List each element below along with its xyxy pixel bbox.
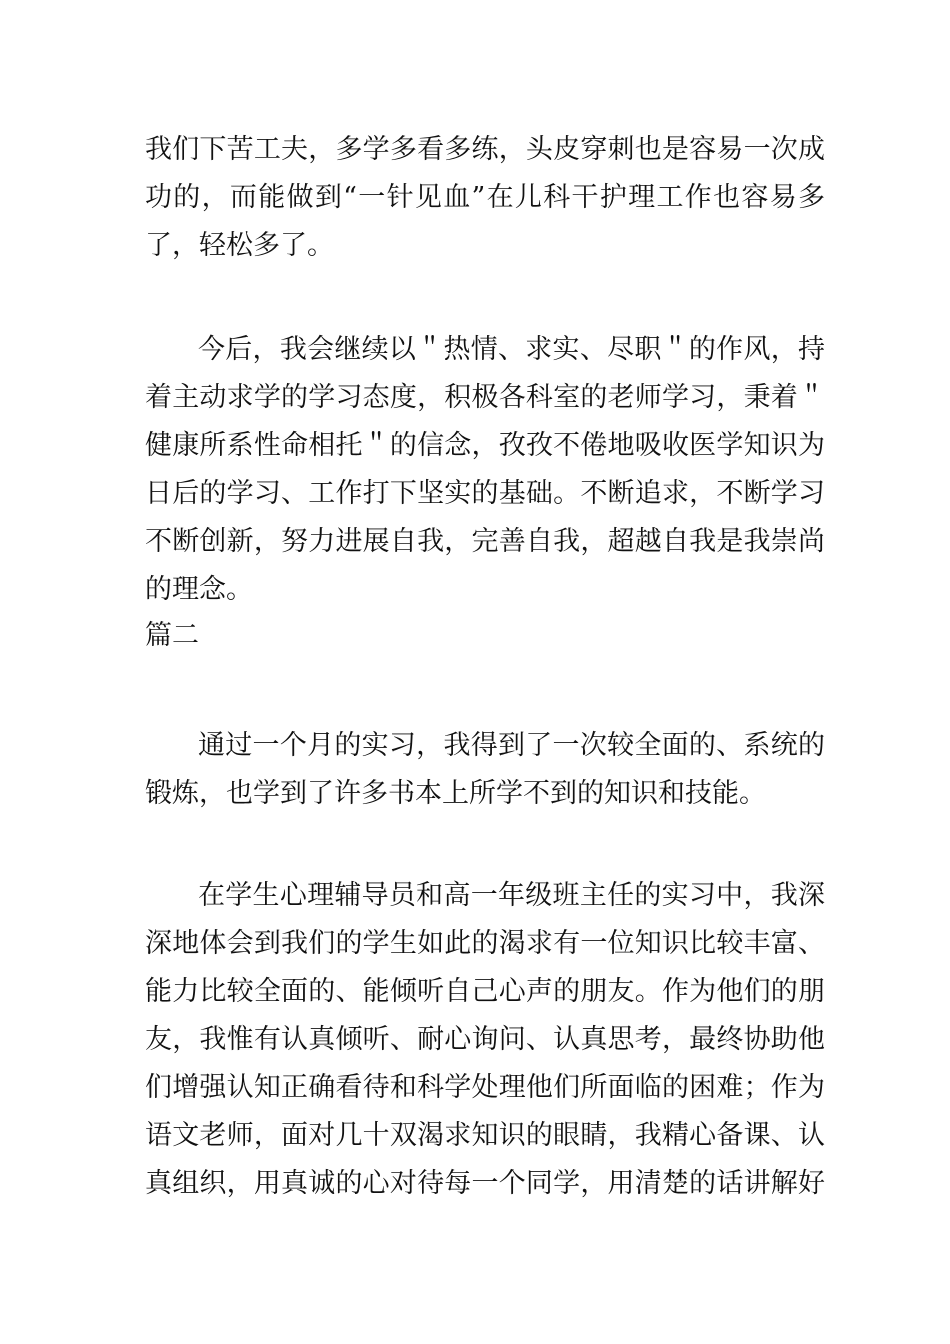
- text-line: 友，我惟有认真倾听、耐心询问、认真思考，最终协助他: [145, 1024, 825, 1055]
- section-heading: 篇二: [145, 620, 199, 651]
- text-line: 通过一个月的实习，我得到了一次较全面的、系统的: [198, 730, 825, 761]
- text-line: 真组织，用真诚的心对待每一个同学，用清楚的话讲解好: [145, 1168, 825, 1199]
- text-line: 了，轻松多了。: [145, 230, 334, 261]
- text-line: 能力比较全面的、能倾听自己心声的朋友。作为他们的朋: [145, 976, 825, 1007]
- text-line: 的理念。: [145, 574, 253, 605]
- text-line: 深地体会到我们的学生如此的渴求有一位知识比较丰富、: [145, 928, 825, 959]
- text-line: 今后，我会继续以＂热情、求实、尽职＂的作风，持: [198, 334, 825, 365]
- text-line: 不断创新，努力进展自我，完善自我，超越自我是我崇尚: [145, 526, 825, 557]
- text-line: 我们下苦工夫，多学多看多练，头皮穿刺也是容易一次成: [145, 134, 825, 165]
- text-line: 功的，而能做到“一针见血”在儿科干护理工作也容易多: [145, 182, 825, 213]
- text-line: 在学生心理辅导员和高一年级班主任的实习中，我深: [198, 880, 825, 911]
- text-line: 日后的学习、工作打下坚实的基础。不断追求，不断学习: [145, 478, 825, 509]
- text-line: 锻炼，也学到了许多书本上所学不到的知识和技能。: [145, 778, 766, 809]
- text-line: 着主动求学的学习态度，积极各科室的老师学习，秉着＂: [145, 382, 825, 413]
- text-line: 健康所系性命相托＂的信念，孜孜不倦地吸收医学知识为: [145, 430, 825, 461]
- text-line: 们增强认知正确看待和科学处理他们所面临的困难；作为: [145, 1072, 825, 1103]
- text-line: 语文老师，面对几十双渴求知识的眼睛，我精心备课、认: [145, 1120, 825, 1151]
